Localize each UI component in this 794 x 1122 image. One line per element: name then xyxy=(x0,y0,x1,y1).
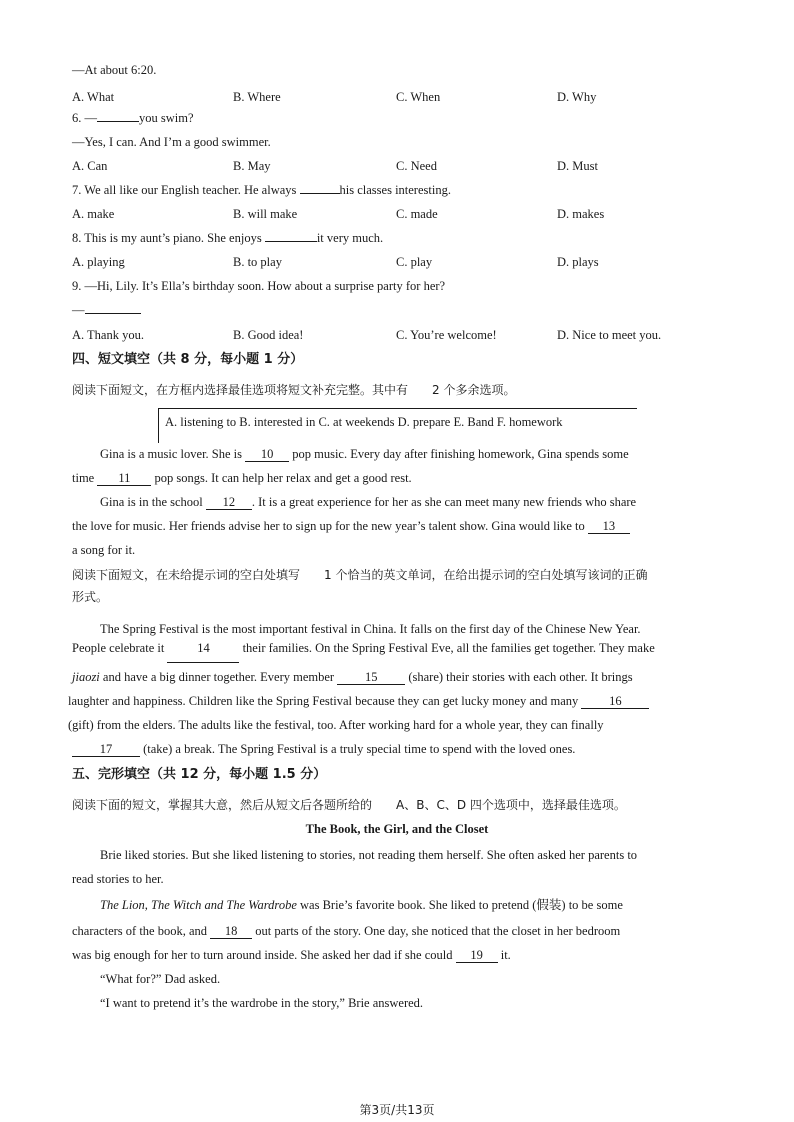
word-box xyxy=(158,408,637,443)
passage-title: The Book, the Girl, and the Closet xyxy=(305,822,489,836)
page-footer: 第3页/共13页 xyxy=(359,1103,435,1117)
blank-10: 10 xyxy=(245,448,289,462)
q5-option-c: C. When xyxy=(396,90,441,104)
passage2-line3: jiaozi and have a big dinner together. Every member 15 (share) their stories with each other. It brings xyxy=(72,670,633,684)
q9-blank xyxy=(85,313,141,314)
passage2-line1: The Spring Festival is the most important festival in China. It falls on the first day of the Chinese New Year. xyxy=(100,622,641,636)
q6-option-d: D. Must xyxy=(557,159,598,173)
q8-option-d: D. plays xyxy=(557,255,599,269)
blank-19: 19 xyxy=(456,949,498,963)
passage1-line5: a song for it. xyxy=(72,543,136,557)
q9-option-a: A. Thank you. xyxy=(72,328,144,342)
blank-18: 18 xyxy=(210,925,252,939)
q9-option-b: B. Good idea! xyxy=(233,328,304,342)
q6-answer: —Yes, I can. And I’m a good swimmer. xyxy=(72,135,271,149)
cloze-line3: The Lion, The Witch and The Wardrobe was Brie’s favorite book. She liked to pretend (假装) to be some xyxy=(100,898,623,912)
q9-question: 9. —Hi, Lily. It’s Ella’s birthday soon. How about a surprise party for her? xyxy=(72,279,446,293)
blank-13: 13 xyxy=(588,520,630,534)
cloze-line6: “What for?” Dad asked. xyxy=(100,972,221,986)
q5-option-b: B. Where xyxy=(233,90,281,104)
passage1-line4: the love for music. Her friends advise her to sign up for the new year’s talent show. Gina would like to 13 xyxy=(72,518,630,534)
q5-answer: —At about 6:20. xyxy=(72,63,157,77)
cloze-line7: “I want to pretend it’s the wardrobe in the story,” Brie answered. xyxy=(100,996,424,1010)
q7-option-a: A. make xyxy=(72,207,115,221)
section4-instruction2-cont: 形式。 xyxy=(72,590,109,604)
q7-option-d: D. makes xyxy=(557,207,605,221)
passage1-line2: time 11 pop songs. It can help her relax and get a good rest. xyxy=(72,471,412,485)
q9-option-c: C. You’re welcome! xyxy=(396,328,497,342)
q6-option-b: B. May xyxy=(233,159,271,173)
blank-14: 14 xyxy=(167,642,239,663)
passage2-line2: People celebrate it 14 their families. On the Spring Festival Eve, all the families get together. They make xyxy=(72,640,655,663)
q6-question: 6. — you swim? xyxy=(72,111,194,125)
section4-heading: 四、短文填空（共 8 分，每小题 1 分） xyxy=(72,352,304,367)
q5-option-d: D. Why xyxy=(557,90,597,104)
q8-blank xyxy=(265,241,317,242)
q8-option-a: A. playing xyxy=(72,255,125,269)
cloze-line5: was big enough for her to turn around inside. She asked her dad if she could 19 it. xyxy=(72,948,511,962)
q8-option-c: C. play xyxy=(396,255,433,269)
passage2-line5: (gift) from the elders. The adults like the festival, too. After working hard for a whole year, they can finally xyxy=(68,718,604,732)
q7-blank xyxy=(300,193,340,194)
passage2-line4: laughter and happiness. Children like the Spring Festival because they can get lucky money and many 16 xyxy=(68,693,649,709)
blank-17: 17 xyxy=(72,743,140,757)
passage1-line1: Gina is a music lover. She is 10 pop music. Every day after finishing homework, Gina spends some xyxy=(100,447,629,461)
blank-11: 11 xyxy=(97,472,151,486)
section5-instruction: 阅读下面的短文，掌握其大意，然后从短文后各题所给的 A、B、C、D 四个选项中，选择最佳选项。 xyxy=(72,798,626,812)
q7-question: 7. We all like our English teacher. He always his classes interesting. xyxy=(72,183,451,197)
q9-reply: — xyxy=(72,302,141,318)
passage1-line3: Gina is in the school 12 . It is a great experience for her as she can meet many new friends who share xyxy=(100,495,637,509)
q5-option-a: A. What xyxy=(72,90,115,104)
cloze-line2: read stories to her. xyxy=(72,872,164,886)
cloze-line1: Brie liked stories. But she liked listening to stories, not reading them herself. She often asked her parents to xyxy=(100,848,638,862)
blank-12: 12 xyxy=(206,496,252,510)
section4-instruction2: 阅读下面短文，在未给提示词的空白处填写 1 个恰当的英文单词，在给出提示词的空白处填写该词的正确 xyxy=(72,568,648,582)
word-box-options: A. listening to B. interested in C. at weekends D. prepare E. Band F. homework xyxy=(165,415,563,429)
q6-option-c: C. Need xyxy=(396,159,437,173)
q8-question: 8. This is my aunt’s piano. She enjoys it very much. xyxy=(72,231,384,245)
passage2-line6: 17 (take) a break. The Spring Festival is a truly special time to spend with the loved ones. xyxy=(72,741,575,757)
cloze-line4: characters of the book, and 18 out parts of the story. One day, she noticed that the closet in her bedroom xyxy=(72,924,621,938)
q6-option-a: A. Can xyxy=(72,159,108,173)
q7-option-b: B. will make xyxy=(233,207,298,221)
q6-blank xyxy=(97,121,139,122)
section5-heading: 五、完形填空（共 12 分，每小题 1.5 分） xyxy=(72,767,327,782)
blank-15: 15 xyxy=(337,671,405,685)
q9-option-d: D. Nice to meet you. xyxy=(557,328,662,342)
q7-option-c: C. made xyxy=(396,207,438,221)
section4-instruction: 阅读下面短文，在方框内选择最佳选项将短文补充完整。其中有 2 个多余选项。 xyxy=(72,383,516,397)
blank-16: 16 xyxy=(581,695,649,709)
q8-option-b: B. to play xyxy=(233,255,282,269)
